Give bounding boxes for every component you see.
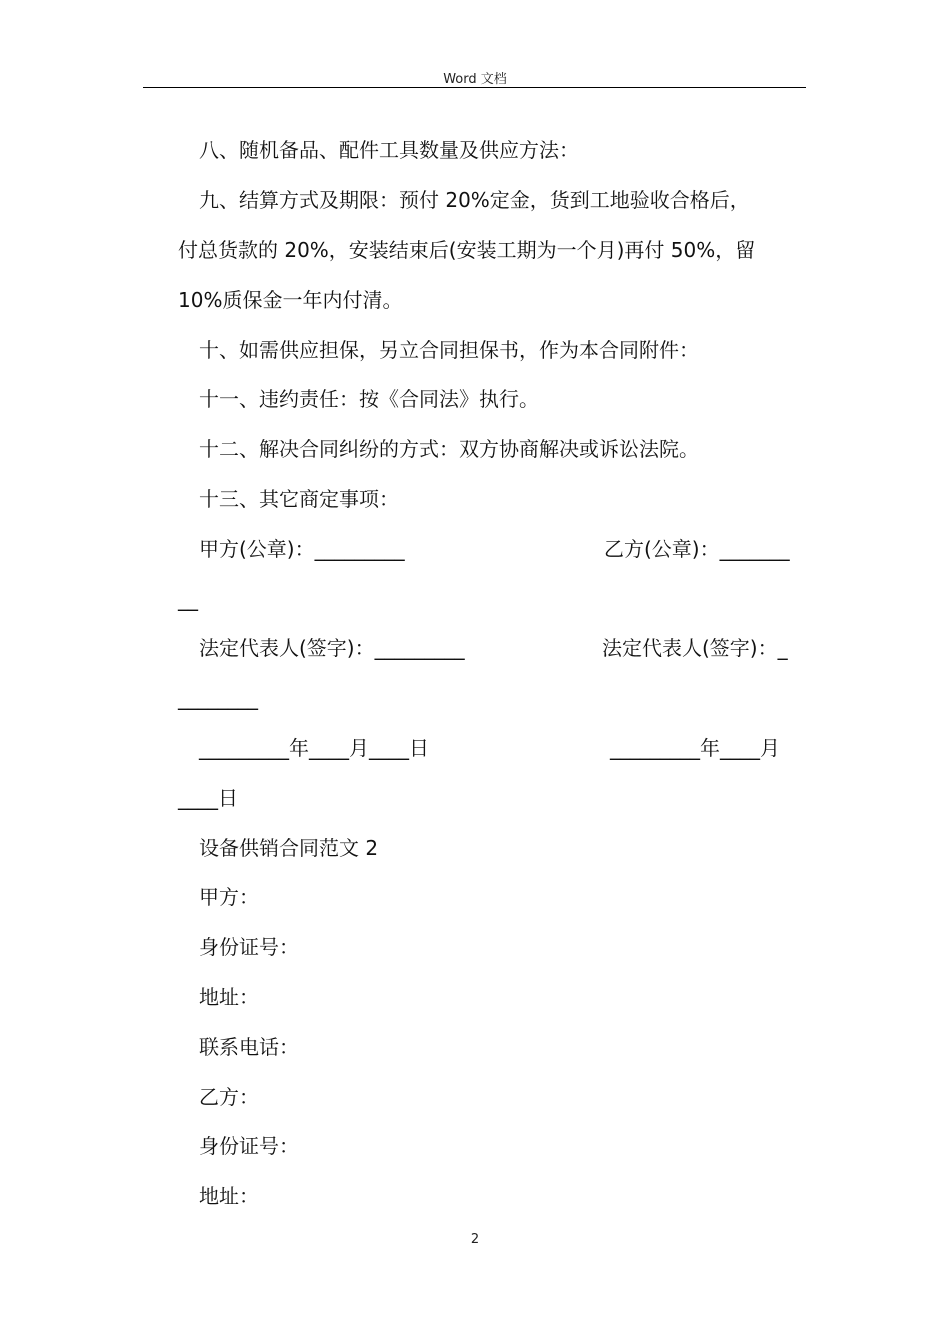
party-b-id-label: 身份证号： — [199, 1134, 299, 1158]
party-a-phone-label: 联系电话： — [199, 1035, 299, 1059]
clause-12: 十二、解决合同纠纷的方式：双方协商解决或诉讼法院。 — [199, 437, 699, 461]
section-2-title: 设备供销合同范文 2 — [199, 836, 379, 860]
party-a-representative: 法定代表人(签字)：_________ — [199, 636, 465, 660]
clause-9-line-1: 九、结算方式及期限：预付 20%定金，货到工地验收合格后， — [199, 188, 750, 212]
party-b-representative: 法定代表人(签字)：_ — [602, 636, 788, 660]
party-b-date-wrap: ____日 — [178, 786, 238, 810]
clause-9-line-2: 付总货款的 20%，安装结束后(安装工期为一个月)再付 50%，留 — [178, 238, 756, 262]
party-b-representative-wrap: ________ — [178, 686, 258, 710]
party-b-date: _________年____月 — [610, 736, 780, 760]
party-a-address-label: 地址： — [199, 985, 259, 1009]
party-a-seal: 甲方(公章)：_________ — [199, 537, 405, 561]
clause-10: 十、如需供应担保，另立合同担保书，作为本合同附件： — [199, 338, 699, 362]
party-b-address-label: 地址： — [199, 1184, 259, 1208]
party-a-id-label: 身份证号： — [199, 935, 299, 959]
party-b-label: 乙方： — [199, 1085, 259, 1109]
party-a-label: 甲方： — [199, 885, 259, 909]
party-b-seal: 乙方(公章)：_______ — [604, 537, 790, 561]
clause-8: 八、随机备品、配件工具数量及供应方法： — [199, 138, 579, 162]
clause-9-line-3: 10%质保金一年内付清。 — [178, 288, 403, 312]
party-a-date: _________年____月____日 — [199, 736, 429, 760]
page-header: Word 文档 — [443, 72, 507, 87]
party-b-seal-wrap: __ — [178, 587, 198, 611]
clause-11: 十一、违约责任：按《合同法》执行。 — [199, 387, 539, 411]
page-number: 2 — [470, 1232, 480, 1247]
header-divider — [143, 87, 806, 88]
clause-13: 十三、其它商定事项： — [199, 487, 399, 511]
